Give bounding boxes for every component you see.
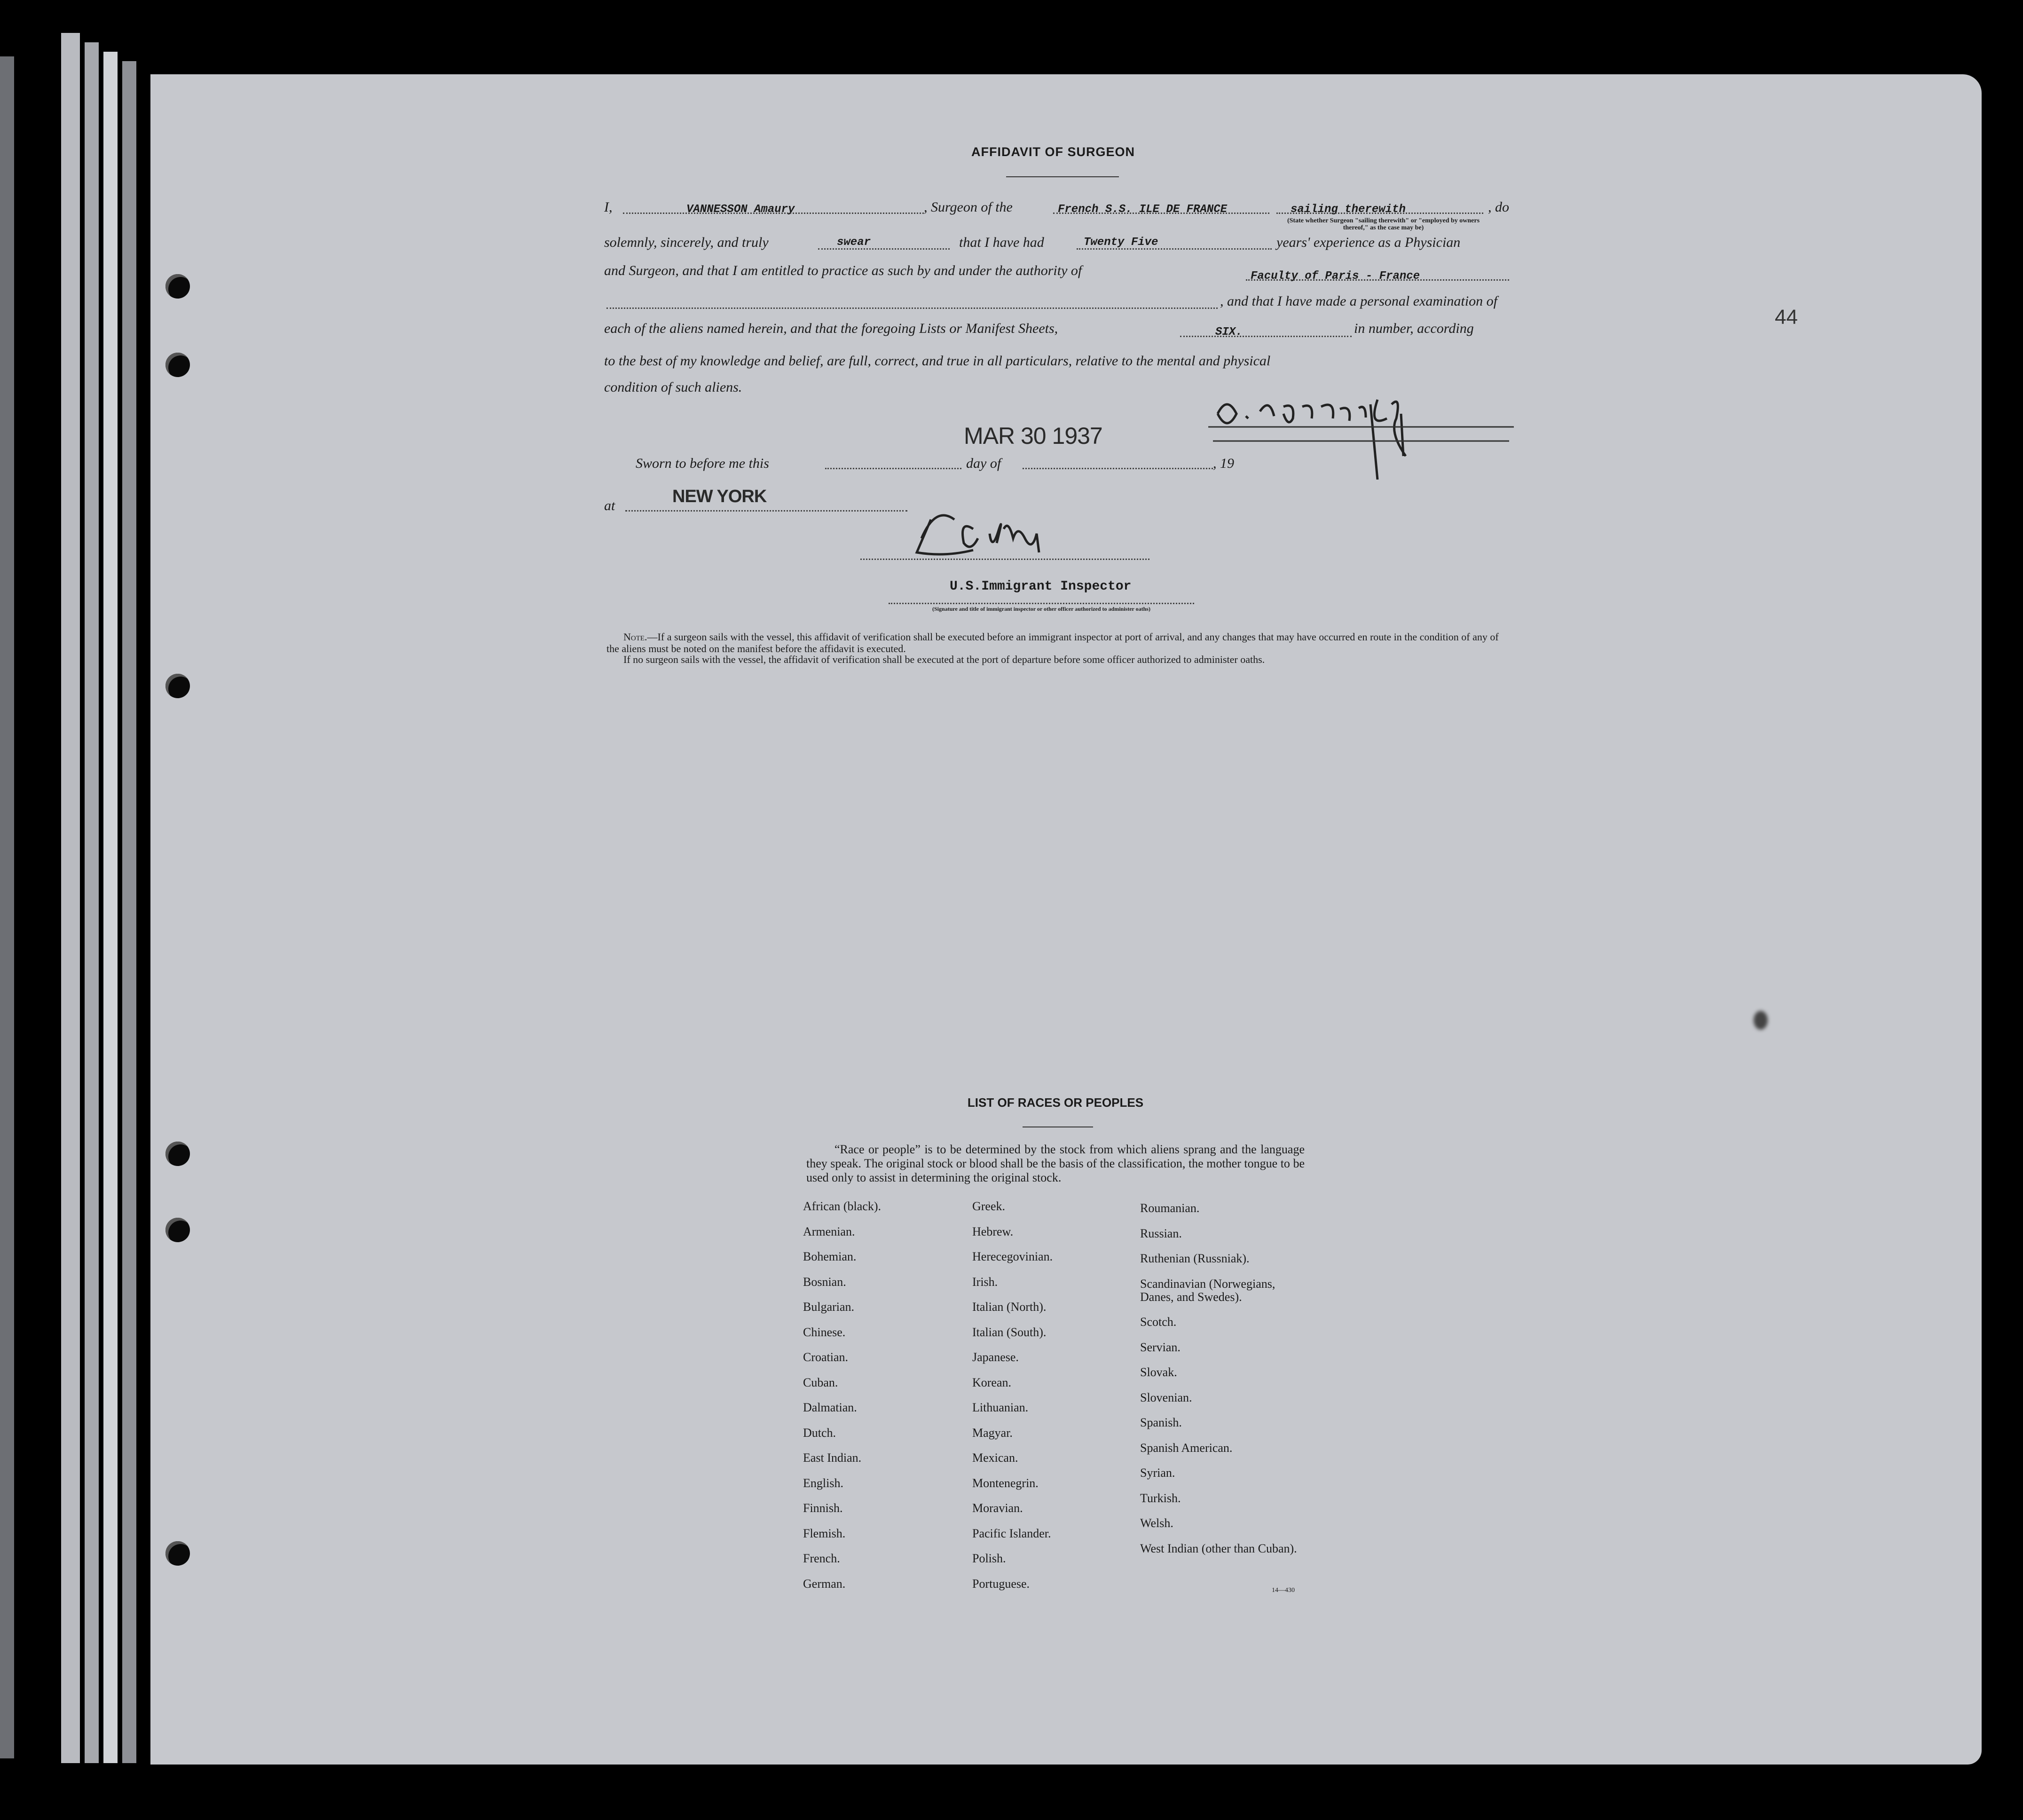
race-item: Irish.	[972, 1275, 998, 1289]
race-item: Italian (South).	[972, 1325, 1047, 1339]
surgeon-signature	[1204, 386, 1523, 480]
text-in-number: in number, according	[1354, 321, 1474, 336]
race-item: Slovenian.	[1140, 1390, 1192, 1404]
race-item: African (black).	[803, 1199, 882, 1213]
affidavit-line-2	[604, 228, 1516, 256]
note-label: Note.	[623, 631, 647, 643]
race-item: Slovak.	[1140, 1365, 1177, 1379]
binder-edge	[85, 42, 99, 1763]
date-stamp: MAR 30 1937	[964, 423, 1102, 449]
text-surgeon-of: , Surgeon of the	[924, 199, 1013, 215]
race-item: Bosnian.	[803, 1275, 846, 1289]
dotted-line	[625, 510, 907, 512]
note-text-2: If no surgeon sails with the vessel, the affidavit of verification shall be executed at the port of departure before some officer authorized to administer oaths.	[623, 654, 1265, 665]
text-years-exp: years' experience as a Physician	[1276, 235, 1461, 250]
race-item: Croatian.	[803, 1350, 849, 1364]
inspector-title: U.S.Immigrant Inspector	[950, 579, 1132, 594]
dotted-line	[1246, 279, 1509, 281]
race-item: Flemish.	[803, 1526, 846, 1540]
binder-edge	[0, 56, 14, 1758]
affidavit-title: AFFIDAVIT OF SURGEON	[971, 145, 1135, 159]
race-item: English.	[803, 1476, 843, 1490]
race-item: Polish.	[972, 1552, 1006, 1565]
dotted-line	[1276, 213, 1483, 214]
text-and-surgeon: and Surgeon, and that I am entitled to practice as such by and under the authority of	[604, 263, 1082, 278]
text-and-that: , and that I have made a personal examination of	[1220, 293, 1497, 309]
text-sworn: Sworn to before me this	[636, 456, 769, 471]
race-item: East Indian.	[803, 1451, 862, 1465]
race-item: Portuguese.	[972, 1576, 1030, 1591]
race-item: Welsh.	[1140, 1516, 1173, 1530]
years-experience: Twenty Five	[1084, 236, 1158, 249]
signature-line	[860, 559, 1149, 560]
race-item: Armenian.	[803, 1224, 855, 1238]
text-year-prefix: , 19	[1213, 456, 1234, 471]
affidavit-line-1	[604, 193, 1516, 221]
page-number: 44	[1775, 306, 1798, 329]
race-item: Scandinavian (Norwegians, Danes, and Swedes).	[1140, 1276, 1275, 1304]
vessel-name: French S.S. ILE DE FRANCE	[1058, 203, 1228, 216]
race-item: West Indian (other than Cuban).	[1140, 1541, 1297, 1555]
text-best: to the best of my knowledge and belief, are full, correct, and true in all particulars, relative to the mental and physical	[604, 353, 1271, 369]
race-item: Greek.	[972, 1199, 1006, 1213]
binder-edge	[122, 61, 136, 1763]
oath-word: swear	[837, 236, 871, 249]
form-number: 14—430	[1272, 1587, 1295, 1594]
races-title: LIST OF RACES OR PEOPLES	[967, 1095, 1144, 1110]
race-item: Finnish.	[803, 1501, 843, 1515]
dotted-line	[818, 248, 950, 250]
place-stamp: NEW YORK	[672, 487, 767, 506]
sheet-count: SIX.	[1215, 326, 1243, 339]
dotted-line	[889, 603, 1194, 604]
binder-edge	[61, 33, 80, 1763]
race-item: Dalmatian.	[803, 1401, 857, 1414]
race-item: Turkish.	[1140, 1491, 1181, 1505]
race-item: Japanese.	[972, 1350, 1019, 1364]
punch-hole	[165, 274, 190, 299]
race-item: Pacific Islander.	[972, 1526, 1051, 1540]
race-item: Scotch.	[1140, 1315, 1177, 1329]
surgeon-status: sailing therewith	[1291, 203, 1406, 216]
race-item: Bohemian.	[803, 1250, 857, 1263]
dotted-line	[1023, 468, 1213, 469]
race-item: German.	[803, 1576, 846, 1591]
race-item: Bulgarian.	[803, 1300, 855, 1314]
title-underline	[1006, 176, 1119, 177]
smudge	[1754, 1011, 1768, 1030]
dotted-line	[825, 468, 961, 469]
race-item: Moravian.	[972, 1501, 1023, 1515]
race-item: Montenegrin.	[972, 1476, 1039, 1490]
race-item: Syrian.	[1140, 1466, 1175, 1480]
race-item: French.	[803, 1552, 840, 1565]
text-have-had: that I have had	[959, 235, 1044, 250]
dotted-line	[606, 307, 1218, 309]
punch-hole	[165, 1541, 190, 1566]
text-i: I,	[604, 199, 613, 215]
race-item: Hebrew.	[972, 1224, 1014, 1238]
race-item: Lithuanian.	[972, 1401, 1029, 1414]
race-item: Russian.	[1140, 1226, 1182, 1240]
race-item: Mexican.	[972, 1451, 1018, 1465]
punch-hole	[165, 1218, 190, 1242]
race-item: Roumanian.	[1140, 1201, 1200, 1215]
affidavit-note	[606, 631, 1509, 654]
race-item: Servian.	[1140, 1340, 1181, 1354]
race-item: Italian (North).	[972, 1300, 1047, 1314]
punch-hole	[165, 674, 190, 698]
dotted-line	[1053, 213, 1269, 214]
text-condition: condition of such aliens.	[604, 379, 742, 395]
authority: Faculty of Paris - France	[1251, 270, 1420, 283]
punch-hole	[165, 1142, 190, 1166]
race-item: Magyar.	[972, 1426, 1013, 1440]
dotted-line	[1077, 248, 1272, 250]
race-item: Spanish American.	[1140, 1441, 1233, 1455]
text-at: at	[604, 498, 615, 513]
dotted-line	[623, 213, 924, 214]
note-text-1: —If a surgeon sails with the vessel, this affidavit of verification shall be executed before an immigrant inspector at port of arrival, and any changes that may have occurred en route in the condition of any of the aliens must be noted on the manifest before the affidavit is executed.	[606, 631, 1499, 654]
race-item: Korean.	[972, 1375, 1012, 1389]
punch-hole	[165, 353, 190, 377]
races-intro: “Race or people” is to be determined by the stock from which aliens sprang and the language they speak. The original stock or blood shall be the basis of the classification, the mother tongue to be used only to assist in determining the original stock.	[806, 1142, 1305, 1184]
race-item: Spanish.	[1140, 1416, 1182, 1429]
text-solemnly: solemnly, sincerely, and truly	[604, 235, 769, 250]
text-do: , do	[1488, 199, 1509, 215]
binder-edge	[103, 52, 118, 1763]
race-item: Herecegovinian.	[972, 1250, 1053, 1263]
surgeon-name: VANNESSON Amaury	[686, 203, 795, 216]
race-item: Ruthenian (Russniak).	[1140, 1252, 1250, 1265]
race-item: Dutch.	[803, 1426, 836, 1440]
inspector-signature	[903, 510, 1147, 562]
affidavit-line-5	[604, 314, 1516, 342]
dotted-line	[1180, 336, 1352, 337]
race-item: Chinese.	[803, 1325, 846, 1339]
text-each: each of the aliens named herein, and that the foregoing Lists or Manifest Sheets,	[604, 321, 1058, 336]
signature-hint: (Signature and title of immigrant inspector or other officer authorized to administer oaths)	[932, 606, 1150, 612]
race-item: Cuban.	[803, 1375, 838, 1389]
status-hint: (State whether Surgeon "sailing therewith" or "employed by owners thereof," as the case may be)	[1287, 217, 1480, 231]
text-day-of: day of	[966, 456, 1001, 471]
